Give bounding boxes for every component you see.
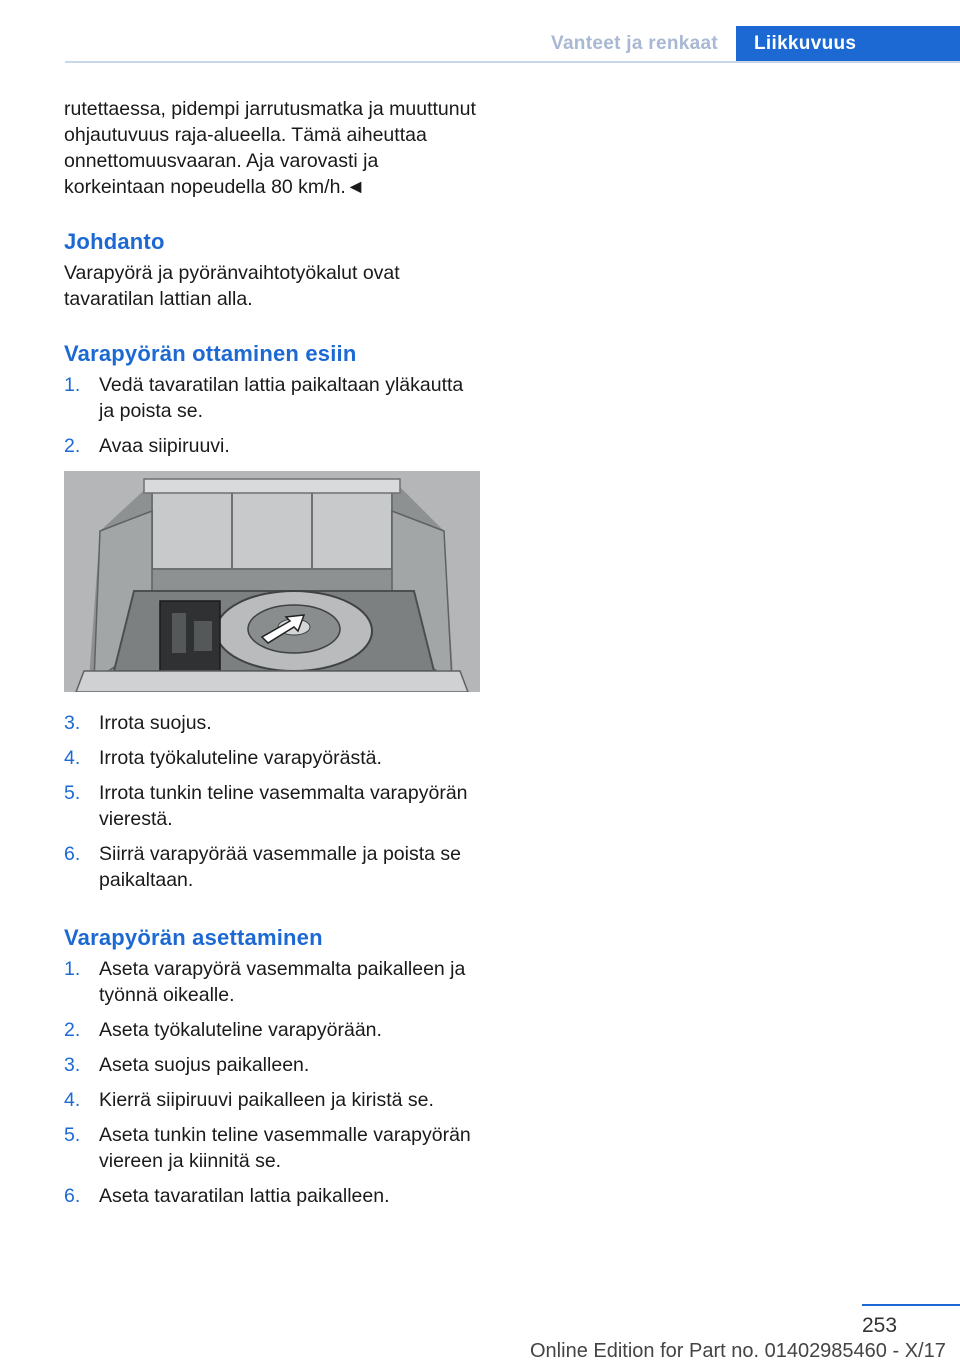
list-item: 1. Aseta varapyörä vasemmalta paikalleen ja työnnä oikealle. bbox=[64, 958, 466, 1006]
list-item: 5. Irrota tunkin teline vasemmalta varapyörän vierestä. bbox=[64, 782, 468, 830]
list-item: 1. Vedä tavaratilan lattia paikaltaan yläkautta ja poista se. bbox=[64, 374, 464, 422]
list-item: 6. Siirrä varapyörää vasemmalle ja poista se paikaltaan. bbox=[64, 843, 461, 891]
heading-install: Varapyörän asettaminen bbox=[64, 925, 323, 950]
section-removal bbox=[64, 340, 480, 893]
johdanto-text: Varapyörä ja pyöränvaihtotyökalut ovat tavaratilan lattian alla. bbox=[64, 262, 400, 310]
intro-paragraph: rutettaessa, pidempi jarrutusmatka ja muuttunut ohjautuvuus raja-alueella. Tämä aiheuttaa onnettomuusvaaran. Aja varovasti ja korkeintaan nopeudella 80 km/h.◄ bbox=[64, 98, 476, 198]
content-column bbox=[64, 96, 480, 1218]
chapter-tab: Liikkuvuus bbox=[736, 26, 960, 62]
section-title: Vanteet ja renkaat bbox=[551, 33, 718, 54]
list-item: 4. Kierrä siipiruuvi paikalleen ja kiristä se. bbox=[64, 1089, 434, 1111]
edition-note: Online Edition for Part no. 01402985460 - X/17 bbox=[530, 1340, 946, 1362]
list-item: 2. Avaa siipiruuvi. bbox=[64, 435, 230, 457]
list-item: 2. Aseta työkaluteline varapyörään. bbox=[64, 1019, 382, 1041]
list-item: 3. Irrota suojus. bbox=[64, 712, 212, 734]
page-header bbox=[533, 26, 960, 62]
removal-steps-a bbox=[64, 372, 480, 459]
list-item: 5. Aseta tunkin teline vasemmalle varapyörän viereen ja kiinnitä se. bbox=[64, 1124, 471, 1172]
list-item: 6. Aseta tavaratilan lattia paikalleen. bbox=[64, 1185, 390, 1207]
list-item: 3. Aseta suojus paikalleen. bbox=[64, 1054, 310, 1076]
section-install bbox=[64, 924, 480, 1209]
removal-steps-b bbox=[64, 710, 480, 893]
page-number: 253 bbox=[862, 1314, 898, 1337]
heading-removal: Varapyörän ottaminen esiin bbox=[64, 341, 357, 366]
trunk-spare-wheel-illustration bbox=[64, 471, 480, 692]
list-item: 4. Irrota työkaluteline varapyörästä. bbox=[64, 747, 382, 769]
heading-johdanto: Johdanto bbox=[64, 229, 165, 254]
install-steps bbox=[64, 956, 480, 1209]
section-johdanto bbox=[64, 228, 480, 312]
header-divider bbox=[65, 61, 960, 63]
footer-divider bbox=[862, 1304, 960, 1306]
